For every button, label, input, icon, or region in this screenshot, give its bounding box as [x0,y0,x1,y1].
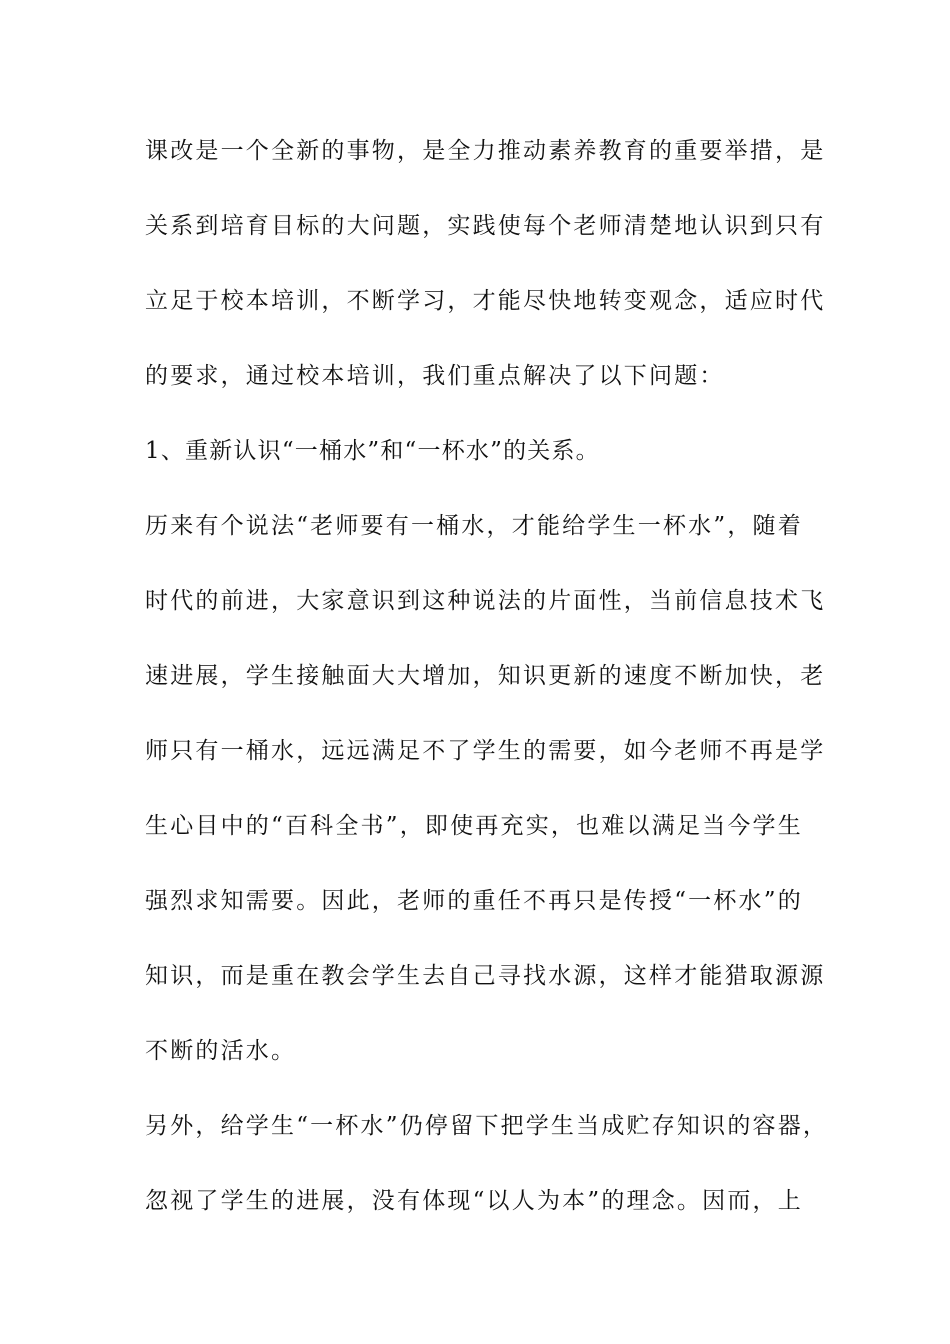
text-line: 知识，而是重在教会学生去自己寻找水源，这样才能猎取源源 [145,963,826,989]
text-line: 师只有一桶水，远远满足不了学生的需要，如今老师不再是学 [145,738,826,764]
text-line: 忽视了学生的进展，没有体现“以人为本”的理念。因而，上 [145,1188,803,1214]
text-line: 另外，给学生“一杯水”仍停留下把学生当成贮存知识的容器， [145,1113,829,1139]
text-line: 强烈求知需要。因此，老师的重任不再只是传授“一杯水”的 [145,888,803,914]
text-line: 生心目中的“百科全书”，即使再充实，也难以满足当今学生 [145,813,803,839]
text-line: 的要求，通过校本培训，我们重点解决了以下问题： [145,363,725,389]
text-line: 时代的前进，大家意识到这种说法的片面性，当前信息技术飞 [145,588,826,614]
text-line: 课改是一个全新的事物，是全力推动素养教育的重要举措，是 [145,138,826,164]
text-line: 立足于校本培训，不断学习，才能尽快地转变观念，适应时代 [145,288,826,314]
text-line: 关系到培育目标的大问题，实践使每个老师清楚地认识到只有 [145,213,826,239]
text-line: 不断的活水。 [145,1038,297,1064]
section-heading: 1、重新认识“一桶水”和“一杯水”的关系。 [145,438,600,464]
text-line: 速进展，学生接触面大大增加，知识更新的速度不断加快，老 [145,663,826,689]
text-line: 历来有个说法“老师要有一桶水，才能给学生一杯水”，随着 [145,513,803,539]
